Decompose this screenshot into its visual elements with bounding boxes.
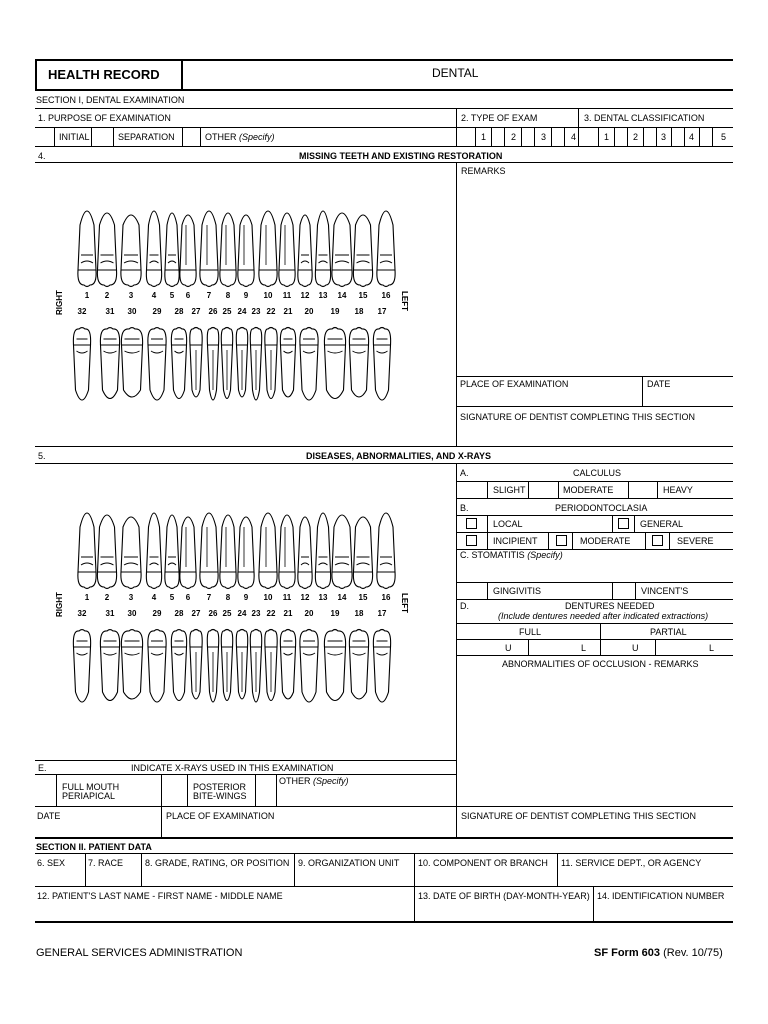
type-exam-label: 2. TYPE OF EXAM <box>461 113 538 123</box>
race-label: 7. RACE <box>88 858 124 868</box>
occlusion-remarks-label: ABNORMALITIES OF OCCLUSION - REMARKS <box>502 659 699 669</box>
xray-posterior-line1[interactable]: POSTERIOR <box>193 782 247 792</box>
lower-tooth-number: 25 <box>222 609 232 618</box>
lower-tooth-number: 27 <box>191 609 201 618</box>
upper-tooth-7[interactable] <box>200 513 218 589</box>
lower-tooth-31[interactable] <box>100 630 119 701</box>
upper-tooth-12[interactable] <box>298 517 312 589</box>
upper-tooth-number: 10 <box>263 291 273 300</box>
dental-class-1[interactable]: 1 <box>604 132 610 142</box>
upper-tooth-number: 4 <box>151 291 157 300</box>
purpose-option-separation[interactable]: SEPARATION <box>118 132 175 142</box>
upper-tooth-6[interactable] <box>180 215 196 287</box>
lower-tooth-28[interactable] <box>171 630 186 701</box>
lower-tooth-number: 24 <box>237 307 247 316</box>
item5-number: 5. <box>38 451 46 461</box>
lower-tooth-18[interactable] <box>349 328 368 398</box>
purpose-label: 1. PURPOSE OF EXAMINATION <box>38 113 171 123</box>
right-side-label: RIGHT <box>55 290 64 315</box>
upper-tooth-number: 1 <box>84 593 90 602</box>
lower-tooth-17[interactable] <box>373 328 390 401</box>
dentures-full-label: FULL <box>519 627 542 637</box>
lower-tooth-number: 26 <box>208 307 218 316</box>
upper-tooth-13[interactable] <box>315 513 330 589</box>
item5-title: DISEASES, ABNORMALITIES, AND X-RAYS <box>306 451 492 461</box>
upper-tooth-number: 2 <box>104 291 110 300</box>
upper-tooth-number: 9 <box>243 291 249 300</box>
lower-tooth-number: 23 <box>251 609 261 618</box>
place-exam-label: PLACE OF EXAMINATION <box>460 379 569 389</box>
upper-tooth-14[interactable] <box>332 213 352 287</box>
section1-title: SECTION I, DENTAL EXAMINATION <box>36 95 185 105</box>
lower-tooth-26[interactable] <box>207 328 218 401</box>
xrays-title: INDICATE X-RAYS USED IN THIS EXAMINATION <box>131 763 334 773</box>
upper-tooth-11[interactable] <box>279 213 295 287</box>
patient-name-label: 12. PATIENT'S LAST NAME - FIRST NAME - MIDDLE NAME <box>37 891 283 901</box>
dentures-full-upper[interactable]: U <box>505 643 512 653</box>
xrays-e-letter: E. <box>38 763 47 773</box>
lower-tooth-18[interactable] <box>349 630 368 700</box>
lower-tooth-number: 22 <box>266 307 276 316</box>
upper-tooth-number: 12 <box>300 291 310 300</box>
upper-tooth-3[interactable] <box>121 215 141 287</box>
lower-tooth-number: 25 <box>222 307 232 316</box>
lower-tooth-number: 30 <box>127 609 137 618</box>
upper-tooth-8[interactable] <box>220 213 236 287</box>
upper-tooth-2[interactable] <box>97 515 116 589</box>
lower-tooth-23[interactable] <box>250 630 261 703</box>
lower-tooth-27[interactable] <box>190 328 202 398</box>
upper-tooth-number: 3 <box>128 593 134 602</box>
stomatitis-label: C. STOMATITIS (Specify) <box>460 550 563 560</box>
left-side-label: LEFT <box>400 291 409 311</box>
upper-tooth-number: 16 <box>381 593 391 602</box>
lower-tooth-29[interactable] <box>148 328 166 401</box>
upper-tooth-13[interactable] <box>315 211 330 287</box>
dentures-full-lower[interactable]: L <box>581 643 587 653</box>
calculus-slight[interactable]: SLIGHT <box>493 485 526 495</box>
component-label: 10. COMPONENT OR BRANCH <box>418 858 548 868</box>
lower-tooth-23[interactable] <box>250 328 261 401</box>
upper-tooth-number: 15 <box>358 291 368 300</box>
lower-tooth-number: 29 <box>152 609 162 618</box>
lower-tooth-number: 18 <box>354 307 364 316</box>
purpose-option-initial[interactable]: INITIAL <box>59 132 90 142</box>
upper-tooth-8[interactable] <box>220 515 236 589</box>
upper-tooth-number: 11 <box>282 593 292 602</box>
form-subtitle: DENTAL <box>432 66 479 80</box>
xray-other-label[interactable]: OTHER (Specify) <box>279 776 349 786</box>
lower-tooth-number: 29 <box>152 307 162 316</box>
dentures-title: DENTURES NEEDED <box>565 601 655 611</box>
lower-tooth-32[interactable] <box>73 328 90 401</box>
section2-title: SECTION II. PATIENT DATA <box>36 842 152 852</box>
upper-tooth-14[interactable] <box>332 515 352 589</box>
upper-tooth-number: 11 <box>282 291 292 300</box>
lower-tooth-29[interactable] <box>148 630 166 703</box>
signature-dentist-label: SIGNATURE OF DENTIST COMPLETING THIS SECTION <box>460 412 696 422</box>
dental-class-label: 3. DENTAL CLASSIFICATION <box>584 113 705 123</box>
purpose-option-other[interactable]: OTHER (Specify) <box>205 132 275 142</box>
perio-moderate-label: MODERATE <box>580 536 631 546</box>
upper-tooth-number: 5 <box>169 291 175 300</box>
upper-tooth-number: 14 <box>337 593 347 602</box>
lower-tooth-number: 32 <box>77 609 87 618</box>
lower-tooth-number: 19 <box>330 609 340 618</box>
type-exam-4[interactable]: 4 <box>571 132 577 142</box>
type-exam-1[interactable]: 1 <box>481 132 487 142</box>
lower-tooth-25[interactable] <box>221 328 232 399</box>
upper-tooth-10[interactable] <box>259 513 277 589</box>
lower-tooth-22[interactable] <box>265 328 277 399</box>
upper-tooth-16[interactable] <box>377 513 395 589</box>
xray-place-label: PLACE OF EXAMINATION <box>166 811 275 821</box>
xray-full-mouth-line2[interactable]: PERIAPICAL <box>62 791 116 801</box>
lower-tooth-19[interactable] <box>324 630 345 701</box>
tooth-chart-existing[interactable] <box>50 185 420 417</box>
lower-tooth-21[interactable] <box>280 328 295 398</box>
upper-tooth-number: 15 <box>358 593 368 602</box>
dob-label: 13. DATE OF BIRTH (DAY-MONTH-YEAR) <box>418 891 590 901</box>
lower-tooth-30[interactable] <box>121 630 142 700</box>
finding-b-letter: B. <box>460 503 469 513</box>
lower-tooth-number: 26 <box>208 609 218 618</box>
dental-class-5[interactable]: 5 <box>721 132 727 142</box>
right-side-label: RIGHT <box>55 592 64 617</box>
remarks-area[interactable] <box>458 177 732 375</box>
upper-tooth-9[interactable] <box>238 215 254 287</box>
type-exam-2[interactable]: 2 <box>511 132 517 142</box>
lower-tooth-21[interactable] <box>280 630 295 700</box>
lower-tooth-32[interactable] <box>73 630 90 703</box>
upper-tooth-number: 3 <box>128 291 134 300</box>
lower-tooth-number: 20 <box>304 609 314 618</box>
xray-full-mouth-line1[interactable]: FULL MOUTH <box>62 782 120 792</box>
lower-tooth-number: 30 <box>127 307 137 316</box>
lower-tooth-27[interactable] <box>190 630 202 700</box>
lower-tooth-number: 32 <box>77 307 87 316</box>
perio-local-label: LOCAL <box>493 519 523 529</box>
left-side-label: LEFT <box>400 593 409 613</box>
lower-tooth-number: 24 <box>237 609 247 618</box>
finding-a-letter: A. <box>460 468 469 478</box>
calculus-title: CALCULUS <box>573 468 622 478</box>
upper-tooth-number: 7 <box>206 593 212 602</box>
lower-tooth-number: 31 <box>105 609 115 618</box>
upper-tooth-number: 2 <box>104 593 110 602</box>
service-label: 11. SERVICE DEPT., OR AGENCY <box>561 858 702 868</box>
upper-tooth-16[interactable] <box>377 211 395 287</box>
occlusion-remarks-area[interactable] <box>458 671 732 806</box>
footer-form-number: SF Form 603 (Rev. 10/75) <box>594 947 723 959</box>
lower-tooth-24[interactable] <box>236 630 247 700</box>
lower-tooth-number: 17 <box>377 307 387 316</box>
perio-incipient-checkbox[interactable] <box>466 535 477 546</box>
tooth-chart-svg <box>50 487 420 719</box>
upper-tooth-number: 7 <box>206 291 212 300</box>
upper-tooth-7[interactable] <box>200 211 218 287</box>
dentures-partial-lower[interactable]: L <box>709 643 715 653</box>
lower-tooth-17[interactable] <box>373 630 390 703</box>
perio-general-label: GENERAL <box>640 519 684 529</box>
dental-class-4[interactable]: 4 <box>689 132 695 142</box>
lower-tooth-number: 17 <box>377 609 387 618</box>
tooth-chart-svg <box>50 185 420 417</box>
finding-d-letter: D. <box>460 601 469 611</box>
upper-tooth-10[interactable] <box>259 211 277 287</box>
upper-tooth-number: 8 <box>225 593 231 602</box>
upper-tooth-12[interactable] <box>298 215 312 287</box>
upper-tooth-5[interactable] <box>165 515 179 589</box>
upper-tooth-number: 4 <box>151 593 157 602</box>
date-label: DATE <box>647 379 671 389</box>
upper-tooth-11[interactable] <box>279 515 295 589</box>
upper-tooth-15[interactable] <box>353 215 372 287</box>
upper-tooth-2[interactable] <box>97 213 116 287</box>
xray-signature-label: SIGNATURE OF DENTIST COMPLETING THIS SECTION <box>461 811 697 821</box>
lower-tooth-number: 28 <box>174 609 184 618</box>
lower-tooth-30[interactable] <box>121 328 142 398</box>
lower-tooth-number: 22 <box>266 609 276 618</box>
upper-tooth-1[interactable] <box>78 513 96 589</box>
type-exam-3[interactable]: 3 <box>541 132 547 142</box>
perio-general-checkbox[interactable] <box>618 518 629 529</box>
upper-tooth-4[interactable] <box>146 513 161 589</box>
remarks-label: REMARKS <box>461 166 506 176</box>
upper-tooth-15[interactable] <box>353 517 372 589</box>
upper-tooth-1[interactable] <box>78 211 96 287</box>
lower-tooth-25[interactable] <box>221 630 232 701</box>
tooth-chart-diseases[interactable] <box>50 487 420 719</box>
lower-tooth-number: 21 <box>283 307 293 316</box>
lower-tooth-28[interactable] <box>171 328 186 399</box>
perio-severe-label: SEVERE <box>677 536 714 546</box>
dental-class-2[interactable]: 2 <box>633 132 639 142</box>
lower-tooth-24[interactable] <box>236 328 247 398</box>
perio-local-checkbox[interactable] <box>466 518 477 529</box>
form-title: HEALTH RECORD <box>48 67 160 82</box>
lower-tooth-20[interactable] <box>300 630 318 703</box>
perio-moderate-checkbox[interactable] <box>556 535 567 546</box>
upper-tooth-number: 13 <box>318 593 328 602</box>
upper-tooth-4[interactable] <box>146 211 161 287</box>
upper-tooth-number: 5 <box>169 593 175 602</box>
lower-tooth-number: 27 <box>191 307 201 316</box>
lower-tooth-19[interactable] <box>324 328 345 399</box>
xray-date-label: DATE <box>37 811 61 821</box>
item4-title: MISSING TEETH AND EXISTING RESTORATION <box>299 151 503 161</box>
upper-tooth-number: 6 <box>185 291 191 300</box>
id-number-label: 14. IDENTIFICATION NUMBER <box>597 891 725 901</box>
lower-tooth-number: 18 <box>354 609 364 618</box>
dentures-partial-label: PARTIAL <box>650 627 687 637</box>
lower-tooth-number: 28 <box>174 307 184 316</box>
perio-severe-checkbox[interactable] <box>652 535 663 546</box>
upper-tooth-3[interactable] <box>121 517 141 589</box>
upper-tooth-6[interactable] <box>180 517 196 589</box>
upper-tooth-number: 1 <box>84 291 90 300</box>
footer-agency: GENERAL SERVICES ADMINISTRATION <box>36 947 243 959</box>
upper-tooth-number: 10 <box>263 593 273 602</box>
org-unit-label: 9. ORGANIZATION UNIT <box>298 858 400 868</box>
lower-tooth-22[interactable] <box>265 630 277 701</box>
stomatitis-vincents[interactable]: VINCENT'S <box>641 586 689 596</box>
dental-class-3[interactable]: 3 <box>661 132 667 142</box>
dentures-partial-upper[interactable]: U <box>632 643 639 653</box>
item4-number: 4. <box>38 151 46 161</box>
lower-tooth-20[interactable] <box>300 328 318 401</box>
upper-tooth-9[interactable] <box>238 517 254 589</box>
upper-tooth-number: 16 <box>381 291 391 300</box>
lower-tooth-number: 21 <box>283 609 293 618</box>
dentures-hint: (Include dentures needed after indicated extractions) <box>498 611 709 621</box>
upper-tooth-number: 6 <box>185 593 191 602</box>
calculus-heavy[interactable]: HEAVY <box>663 485 693 495</box>
lower-tooth-26[interactable] <box>207 630 218 703</box>
upper-tooth-5[interactable] <box>165 213 179 287</box>
lower-tooth-31[interactable] <box>100 328 119 399</box>
upper-tooth-number: 8 <box>225 291 231 300</box>
calculus-moderate[interactable]: MODERATE <box>563 485 614 495</box>
perio-title: PERIODONTOCLASIA <box>555 503 648 513</box>
sex-label: 6. SEX <box>37 858 66 868</box>
upper-tooth-number: 13 <box>318 291 328 300</box>
stomatitis-input[interactable] <box>458 561 732 581</box>
lower-tooth-number: 23 <box>251 307 261 316</box>
upper-tooth-number: 12 <box>300 593 310 602</box>
stomatitis-gingivitis[interactable]: GINGIVITIS <box>493 586 542 596</box>
lower-tooth-number: 20 <box>304 307 314 316</box>
upper-tooth-number: 9 <box>243 593 249 602</box>
upper-tooth-number: 14 <box>337 291 347 300</box>
lower-tooth-number: 31 <box>105 307 115 316</box>
xray-posterior-line2[interactable]: BITE-WINGS <box>193 791 247 801</box>
perio-incipient-label: INCIPIENT <box>493 536 538 546</box>
grade-label: 8. GRADE, RATING, OR POSITION <box>145 858 290 868</box>
lower-tooth-number: 19 <box>330 307 340 316</box>
